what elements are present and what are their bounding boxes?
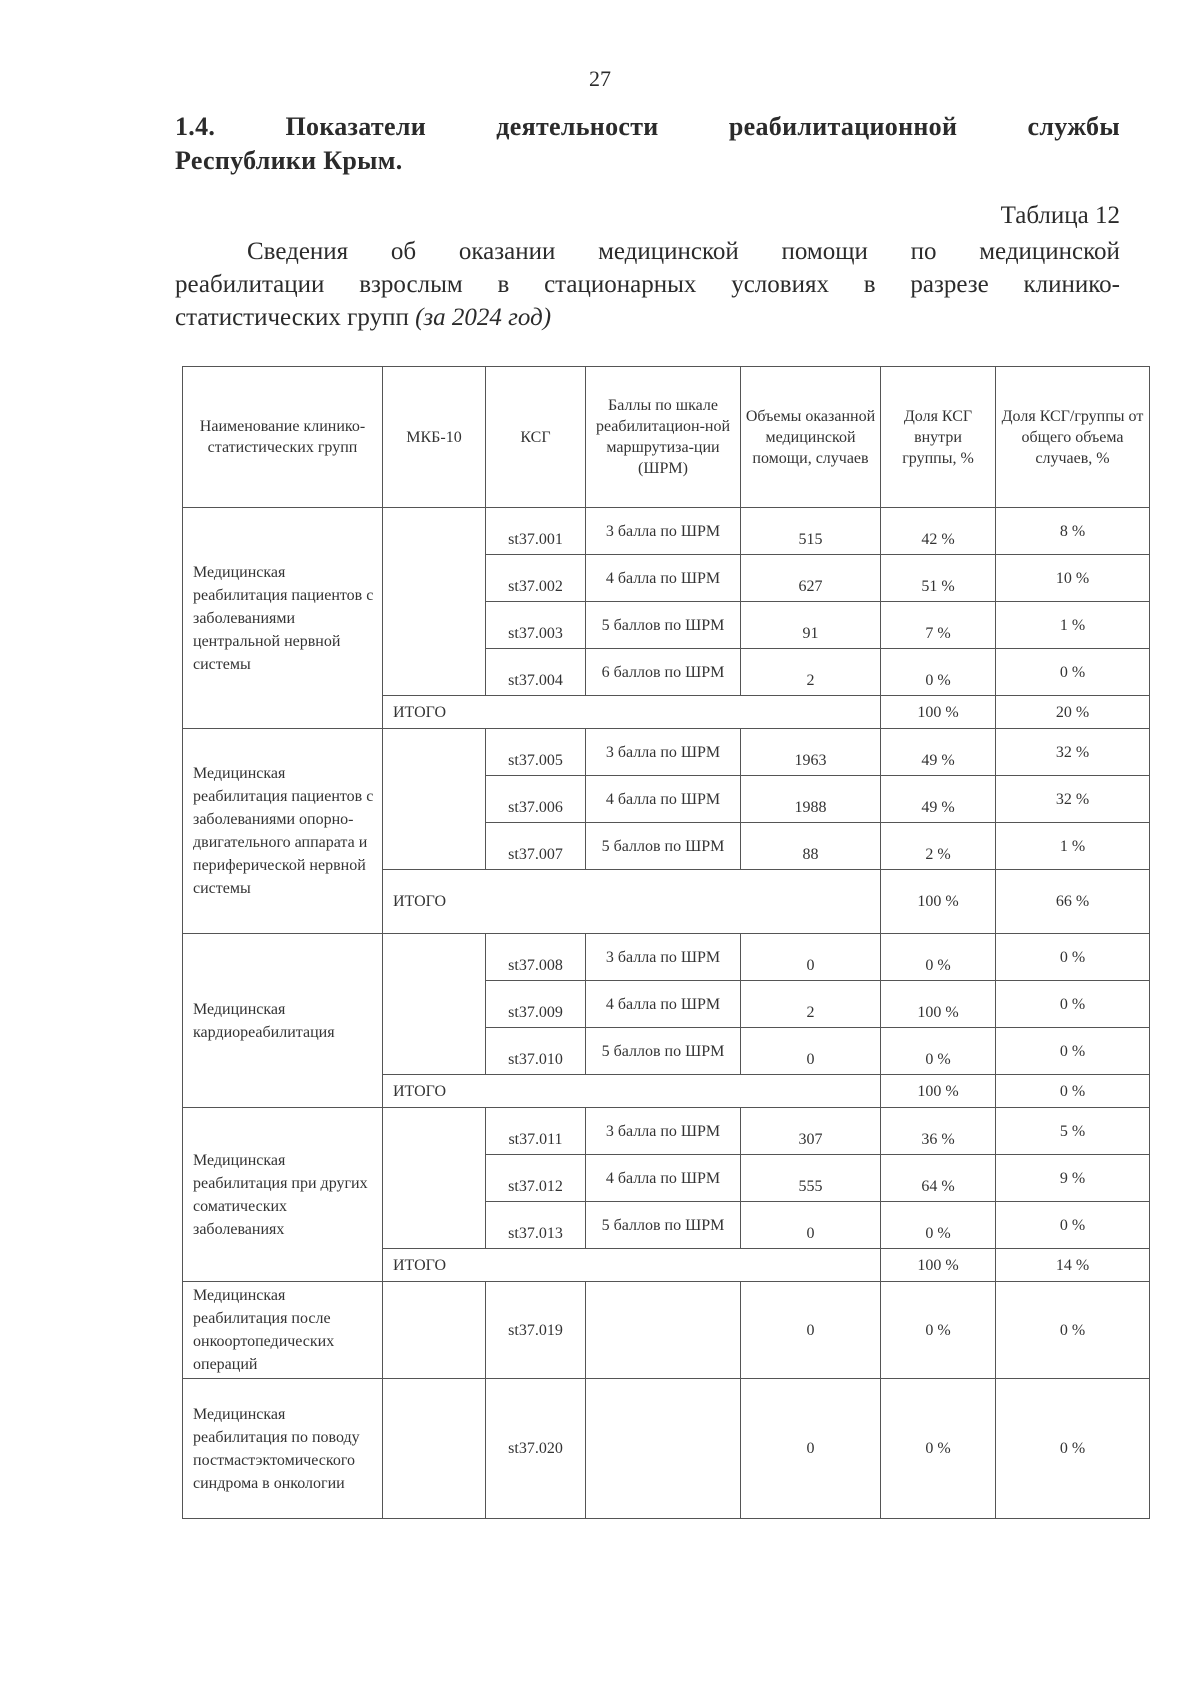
total-share-in-group: 100 % (881, 870, 996, 934)
total-share-total: 20 % (996, 696, 1150, 729)
share-in-group-cell: 49 % (881, 729, 996, 776)
volume-cell: 555 (741, 1155, 881, 1202)
total-share-total: 0 % (996, 1075, 1150, 1108)
caption-period: (за 2024 год) (415, 304, 552, 331)
icd10-cell (383, 934, 486, 1075)
share-total-cell: 0 % (996, 1202, 1150, 1249)
table-row (183, 1282, 1150, 1379)
score-cell: 3 балла по ШРМ (586, 1108, 741, 1155)
share-total-cell: 1 % (996, 602, 1150, 649)
share-total-cell: 32 % (996, 776, 1150, 823)
page-number: 27 (589, 66, 611, 91)
heading-word: реабилитационной (728, 112, 958, 141)
share-in-group-cell: 0 % (881, 1202, 996, 1249)
caption-word: оказании (458, 238, 556, 265)
caption-word: взрослым (359, 271, 463, 298)
score-cell: 5 баллов по ШРМ (586, 1028, 741, 1075)
share-total-cell: 0 % (996, 649, 1150, 696)
caption-word: в (497, 271, 510, 298)
volume-cell: 2 (741, 649, 881, 696)
share-in-group-cell: 0 % (881, 934, 996, 981)
share-in-group-cell: 7 % (881, 602, 996, 649)
header-ksg: КСГ (486, 367, 586, 508)
icd10-cell (383, 508, 486, 696)
ksg-cell: st37.003 (486, 602, 586, 649)
group-name: Медицинская кардиореабилитация (183, 934, 383, 1108)
header-shrm-score: Баллы по шкале реабилитацион-ной маршрутиза-ции (ШРМ) (586, 367, 741, 508)
share-total-cell: 0 % (996, 1028, 1150, 1075)
volume-cell: 307 (741, 1108, 881, 1155)
score-cell: 5 баллов по ШРМ (586, 602, 741, 649)
table-row (183, 934, 1150, 981)
share-total-cell: 10 % (996, 555, 1150, 602)
table-header-row (183, 367, 1150, 508)
group-name: Медицинская реабилитация после онкоортопедических операций (183, 1282, 383, 1379)
heading-word: 1.4. (175, 112, 216, 141)
score-cell: 5 баллов по ШРМ (586, 823, 741, 870)
volume-cell: 0 (741, 934, 881, 981)
share-total-cell: 8 % (996, 508, 1150, 555)
volume-cell: 515 (741, 508, 881, 555)
ksg-cell: st37.004 (486, 649, 586, 696)
share-in-group-cell: 64 % (881, 1155, 996, 1202)
share-in-group-cell: 2 % (881, 823, 996, 870)
volume-cell: 1963 (741, 729, 881, 776)
header-volume: Объемы оказанной медицинской помощи, случаев (741, 367, 881, 508)
share-in-group-cell: 0 % (881, 1282, 996, 1379)
share-in-group-cell: 0 % (881, 1028, 996, 1075)
caption-word: об (390, 238, 417, 265)
share-total-cell: 0 % (996, 934, 1150, 981)
group-name: Медицинская реабилитация при других соматических заболеваниях (183, 1108, 383, 1282)
caption-word: по (910, 238, 937, 265)
table-label: Таблица 12 (1000, 202, 1120, 229)
share-total-cell: 0 % (996, 1379, 1150, 1519)
header-icd10: МКБ-10 (383, 367, 486, 508)
ksg-cell: st37.009 (486, 981, 586, 1028)
share-in-group-cell: 0 % (881, 1379, 996, 1519)
volume-cell: 2 (741, 981, 881, 1028)
score-cell: 4 балла по ШРМ (586, 776, 741, 823)
table-row (183, 729, 1150, 776)
share-total-cell: 32 % (996, 729, 1150, 776)
total-share-in-group: 100 % (881, 696, 996, 729)
score-cell: 3 балла по ШРМ (586, 934, 741, 981)
total-label: ИТОГО (383, 1075, 881, 1108)
share-in-group-cell: 49 % (881, 776, 996, 823)
score-cell (586, 1379, 741, 1519)
caption-word: медицинской (979, 238, 1120, 265)
ksg-cell: st37.008 (486, 934, 586, 981)
score-cell: 6 баллов по ШРМ (586, 649, 741, 696)
total-share-in-group: 100 % (881, 1249, 996, 1282)
score-cell: 3 балла по ШРМ (586, 508, 741, 555)
score-cell: 4 балла по ШРМ (586, 555, 741, 602)
share-in-group-cell: 100 % (881, 981, 996, 1028)
group-name: Медицинская реабилитация пациентов с заболеваниями опорно-двигательного аппарата и периферической нервной системы (183, 729, 383, 934)
group-name: Медицинская реабилитация пациентов с заболеваниями центральной нервной системы (183, 508, 383, 729)
score-cell: 4 балла по ШРМ (586, 1155, 741, 1202)
heading-word: службы (1027, 112, 1120, 141)
share-total-cell: 5 % (996, 1108, 1150, 1155)
caption-line-3: статистических групп (175, 304, 409, 331)
ksg-cell: st37.010 (486, 1028, 586, 1075)
caption-word: Сведения (247, 238, 349, 265)
table-row (183, 508, 1150, 555)
total-share-in-group: 100 % (881, 1075, 996, 1108)
total-share-total: 66 % (996, 870, 1150, 934)
icd10-cell (383, 1379, 486, 1519)
ksg-cell: st37.006 (486, 776, 586, 823)
ksg-cell: st37.001 (486, 508, 586, 555)
share-total-cell: 1 % (996, 823, 1150, 870)
ksg-cell: st37.020 (486, 1379, 586, 1519)
table-caption (175, 235, 1120, 334)
share-in-group-cell: 0 % (881, 649, 996, 696)
score-cell: 3 балла по ШРМ (586, 729, 741, 776)
volume-cell: 0 (741, 1028, 881, 1075)
share-in-group-cell: 36 % (881, 1108, 996, 1155)
share-in-group-cell: 42 % (881, 508, 996, 555)
section-heading (175, 110, 1120, 178)
share-total-cell: 0 % (996, 981, 1150, 1028)
volume-cell: 0 (741, 1282, 881, 1379)
score-cell: 5 баллов по ШРМ (586, 1202, 741, 1249)
ksg-cell: st37.019 (486, 1282, 586, 1379)
volume-cell: 0 (741, 1202, 881, 1249)
icd10-cell (383, 1108, 486, 1249)
caption-word: стационарных (544, 271, 697, 298)
ksg-cell: st37.002 (486, 555, 586, 602)
caption-word: медицинской (598, 238, 739, 265)
ksg-cell: st37.013 (486, 1202, 586, 1249)
caption-word: клинико- (1023, 271, 1120, 298)
caption-word: в (863, 271, 876, 298)
header-share-in-group: Доля КСГ внутри группы, % (881, 367, 996, 508)
table-row (183, 1379, 1150, 1519)
icd10-cell (383, 729, 486, 870)
volume-cell: 88 (741, 823, 881, 870)
header-group-name: Наименование клинико-статистических групп (183, 367, 383, 508)
caption-word: реабилитации (175, 271, 325, 298)
total-label: ИТОГО (383, 1249, 881, 1282)
caption-word: разрезе (910, 271, 989, 298)
rehab-table (182, 366, 1150, 1519)
volume-cell: 627 (741, 555, 881, 602)
volume-cell: 1988 (741, 776, 881, 823)
group-name: Медицинская реабилитация по поводу постмастэктомического синдрома в онкологии (183, 1379, 383, 1519)
share-total-cell: 0 % (996, 1282, 1150, 1379)
heading-word: Показатели (285, 112, 426, 141)
caption-word: помощи (781, 238, 868, 265)
score-cell: 4 балла по ШРМ (586, 981, 741, 1028)
score-cell (586, 1282, 741, 1379)
heading-word: деятельности (496, 112, 659, 141)
volume-cell: 91 (741, 602, 881, 649)
header-share-total: Доля КСГ/группы от общего объема случаев, % (996, 367, 1150, 508)
share-in-group-cell: 51 % (881, 555, 996, 602)
table-row (183, 1108, 1150, 1155)
total-share-total: 14 % (996, 1249, 1150, 1282)
icd10-cell (383, 1282, 486, 1379)
caption-word: условиях (731, 271, 829, 298)
ksg-cell: st37.005 (486, 729, 586, 776)
volume-cell: 0 (741, 1379, 881, 1519)
ksg-cell: st37.011 (486, 1108, 586, 1155)
total-label: ИТОГО (383, 696, 881, 729)
heading-line-2: Республики Крым. (175, 146, 403, 175)
ksg-cell: st37.007 (486, 823, 586, 870)
total-label: ИТОГО (383, 870, 881, 934)
ksg-cell: st37.012 (486, 1155, 586, 1202)
share-total-cell: 9 % (996, 1155, 1150, 1202)
